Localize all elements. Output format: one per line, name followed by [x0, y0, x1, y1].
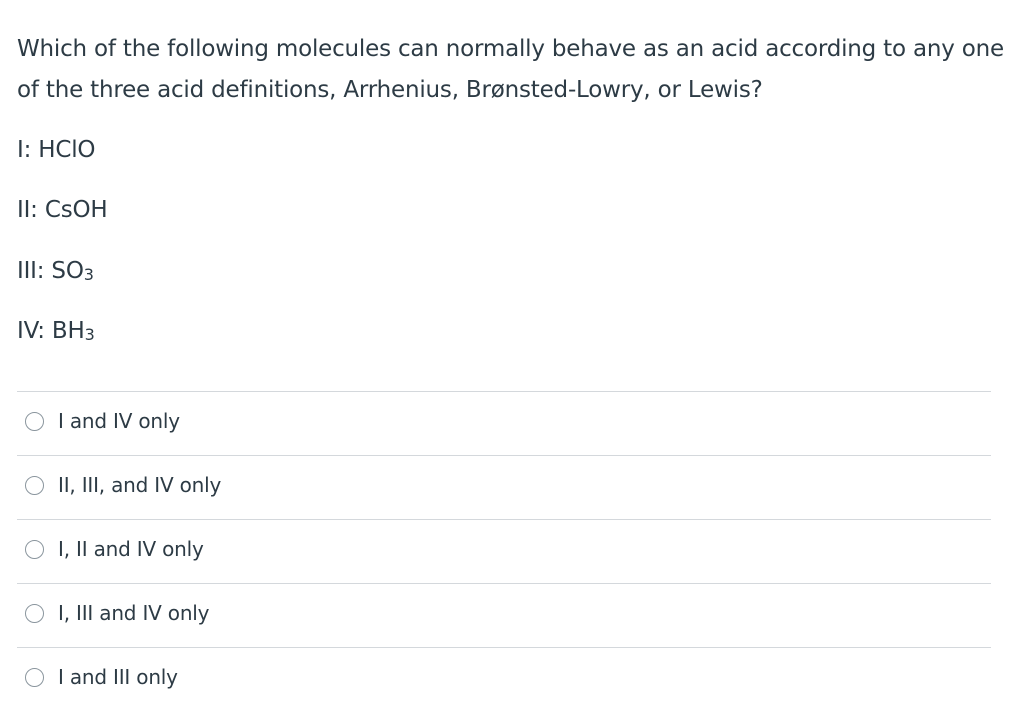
radio-button[interactable] [25, 540, 44, 559]
statement-item-2 [17, 195, 107, 227]
radio-button[interactable] [25, 476, 44, 495]
answer-label[interactable]: I and IV only [58, 409, 180, 433]
answer-label[interactable]: I, II and IV only [58, 537, 204, 561]
answer-option-4[interactable] [17, 583, 991, 647]
radio-button[interactable] [25, 604, 44, 623]
answer-option-3[interactable] [17, 519, 991, 583]
answer-label[interactable]: I and III only [58, 665, 178, 689]
question-text: Which of the following molecules can normally behave as an acid according to any one of the three acid definitions, Arrhenius, Brønsted-Lowry, or Lewis? [17, 36, 1004, 103]
statement-formula: SO [51, 258, 84, 284]
statement-formula: HClO [38, 137, 96, 163]
answer-option-1[interactable] [17, 391, 991, 455]
answer-label[interactable]: I, III and IV only [58, 601, 210, 625]
statement-item-1 [17, 135, 95, 167]
statement-item-3 [17, 256, 94, 288]
answer-label[interactable]: II, III, and IV only [58, 473, 222, 497]
answer-option-2[interactable] [17, 455, 991, 519]
radio-button[interactable] [25, 668, 44, 687]
answer-list [17, 391, 991, 711]
answer-option-5[interactable] [17, 647, 991, 711]
statement-subscript: 3 [83, 265, 94, 284]
statement-subscript: 3 [84, 325, 95, 344]
statement-formula: BH [51, 318, 85, 344]
statement-prefix: I: [17, 137, 39, 163]
statement-prefix: III: [17, 258, 52, 284]
statement-item-4 [17, 316, 95, 348]
statement-formula: CsOH [44, 197, 108, 223]
statement-prefix: II: [17, 197, 45, 223]
statement-prefix: IV: [17, 318, 52, 344]
radio-button[interactable] [25, 412, 44, 431]
